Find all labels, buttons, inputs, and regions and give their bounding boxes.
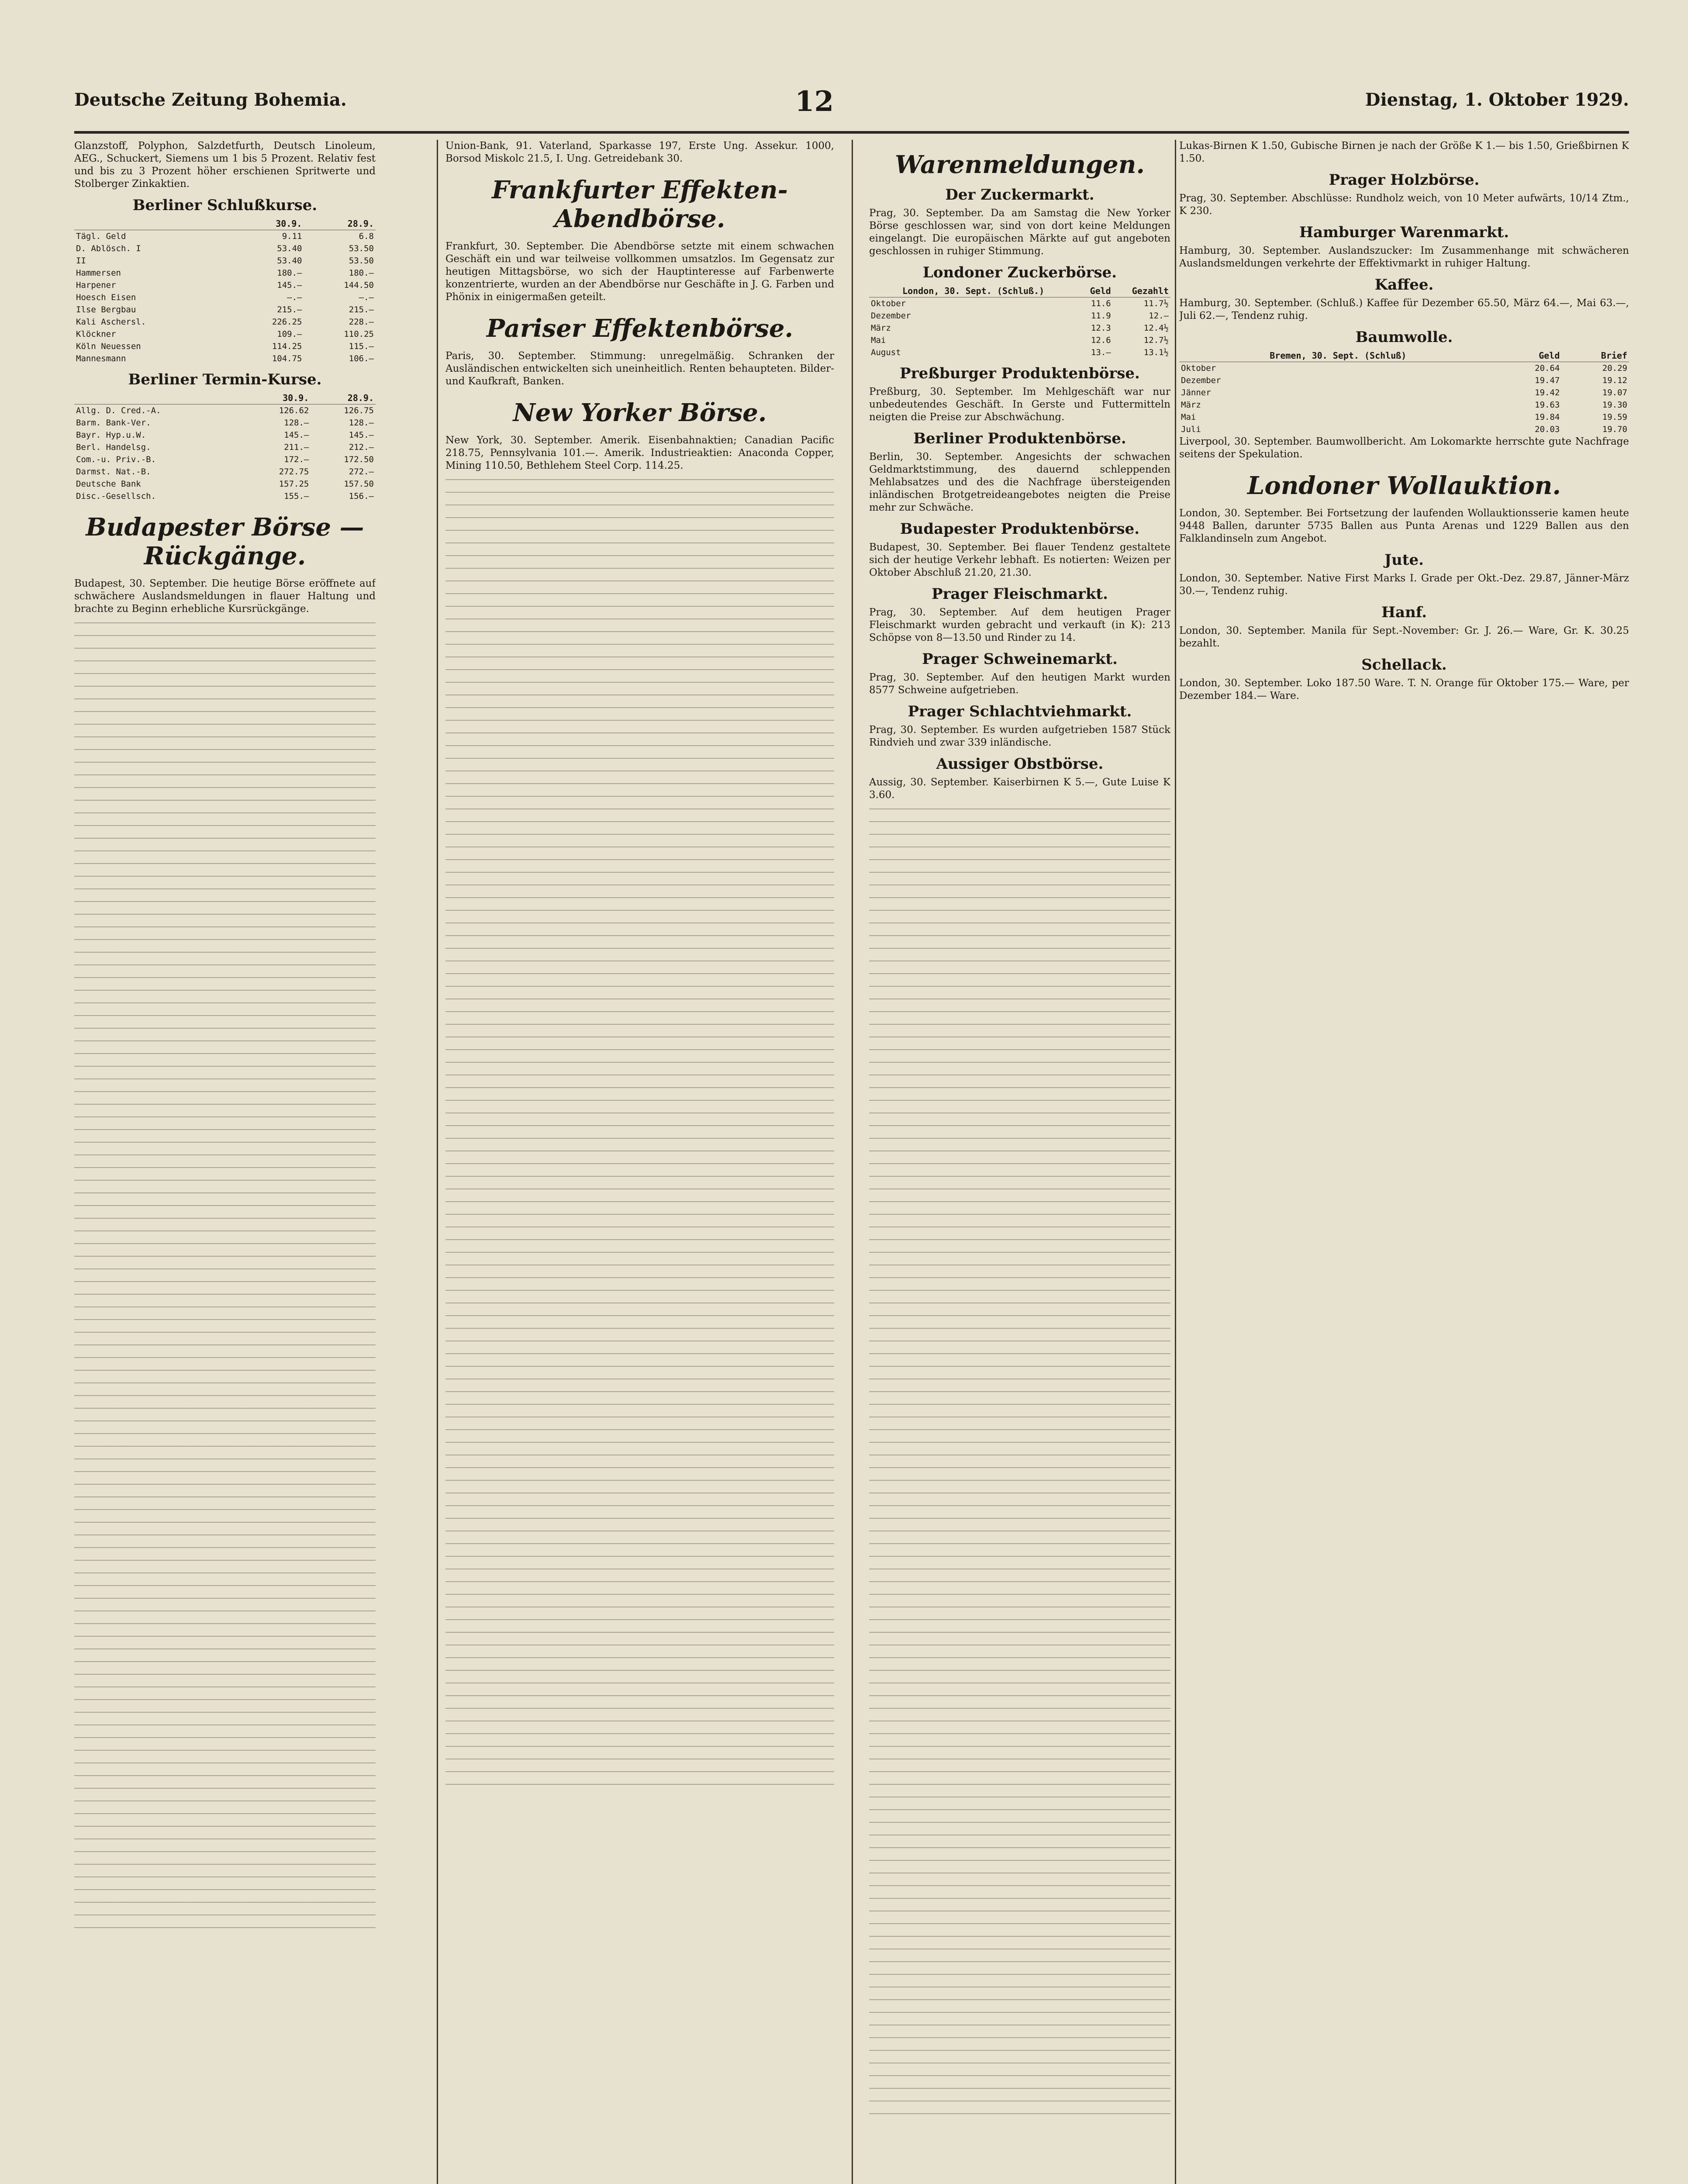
column-3 [869,140,1170,2184]
section-heading: Baumwolle. [1355,328,1453,346]
table-row [74,328,376,340]
table-cell: Mai [871,335,886,345]
table-cell: 180.— [349,268,374,278]
header-rule [74,131,1629,134]
berliner-schlusskurse-table [74,218,376,365]
table-row [1179,423,1629,435]
table-cell: 19.63 [1535,400,1560,410]
table-row [74,340,376,352]
table-cell: 53.40 [277,244,302,253]
table-cell: 180.— [277,268,302,278]
table-cell: Mannesmann [76,354,126,363]
table-cell: Disc.-Gesellsch. [76,491,156,501]
table-cell: Darmst. Nat.-B. [76,467,151,477]
table-cell: 155.— [284,491,309,501]
article-text: London, 30. September. Loko 187.50 Ware. T. N. Orange für Oktober 175.— Ware, per Dezember 184.— Ware. [1179,677,1629,702]
table-cell: 53.50 [349,244,374,253]
table-cell: 19.42 [1535,388,1560,397]
table-header-cell: Geld [1077,285,1112,297]
table-cell: 212.— [349,442,374,452]
table-row [74,490,376,502]
berliner-termin-table [74,392,376,502]
table-row [74,267,376,279]
table-row [74,352,376,365]
table-header-cell: 28.9. [311,392,376,404]
article-text: Prag, 30. September. Abschlüsse: Rundholz weich, von 10 Meter aufwärts, 10/14 Ztm., K 230. [1179,193,1629,217]
table-cell: 114.25 [272,342,302,351]
table-cell: 20.03 [1535,425,1560,434]
section-heading: Berliner Termin-Kurse. [128,371,322,388]
table-row [74,404,376,417]
section-heading: Prager Schweinemarkt. [922,650,1118,668]
table-header-cell: Brief [1561,349,1629,362]
table-cell: 11.9 [1091,311,1111,321]
table-cell: 13.1½ [1143,348,1169,357]
table-cell: Allg. D. Cred.-A. [76,406,161,415]
table-row [74,304,376,316]
section-heading: Hamburger Warenmarkt. [1299,224,1509,241]
table-cell: 6.8 [359,232,374,241]
table-cell: 19.12 [1602,376,1627,385]
table-row [74,429,376,441]
dense-text-block [445,479,834,1790]
table-cell: Hoesch Eisen [76,293,136,302]
section-heading: Berliner Schlußkurse. [132,197,318,214]
table-cell: Hammersen [76,268,121,278]
table-row [1179,411,1629,423]
page-number: 12 [795,85,834,118]
table-cell: Com.-u. Priv.-B. [76,455,156,464]
masthead [74,85,1629,120]
column-divider [437,140,438,2184]
table-cell: 53.40 [277,256,302,266]
table-row [74,478,376,490]
table-row [1179,387,1629,399]
table-row [74,417,376,429]
table-cell: 228.— [349,317,374,327]
article-text: Prag, 30. September. Es wurden aufgetrieben 1587 Stück Rindvieh und zwar 339 inländische. [869,724,1170,748]
table-cell: 11.6 [1091,299,1111,308]
table-row [1179,362,1629,375]
article-text: Preßburg, 30. September. Im Mehlgeschäft war nur unbedeutendes Geschäft. In Gerste und Futtermitteln neigten die Preise zur Abschwächung. [869,386,1170,423]
table-cell: Bayr. Hyp.u.W. [76,430,146,440]
section-heading: Kaffee. [1374,276,1434,294]
table-cell: 11.7½ [1143,299,1169,308]
section-heading: Der Zuckermarkt. [945,186,1094,204]
table-cell: 226.25 [272,317,302,327]
dense-text-block [869,809,1170,2119]
table-row [869,310,1170,322]
table-cell: 12.7½ [1143,335,1169,345]
section-heading: New Yorker Börse. [513,398,767,427]
section-heading: Pariser Effektenbörse. [486,314,794,343]
table-cell: 272.75 [279,467,309,477]
dense-text-block [74,622,376,1933]
section-heading: Jute. [1384,551,1424,569]
table-cell: 109.— [277,329,302,339]
section-heading: Londoner Zuckerbörse. [922,264,1117,281]
table-cell: 215.— [349,305,374,314]
table-cell: 12.6 [1091,335,1111,345]
table-cell: 172.— [284,455,309,464]
table-header-cell [74,218,232,230]
article-text: Aussig, 30. September. Kaiserbirnen K 5.—, Gute Luise K 3.60. [869,777,1170,801]
table-row [74,441,376,453]
article-text: Frankfurt, 30. September. Die Abendbörse setzte mit einem schwachen Geschäft ein und war teilweise vollkommen umsatzlos. Im Gegensatz zur heutigen Mittagsbörse, wo sich der Hauptinteresse auf Farbenwerte konzentrierte, wurden an der Abendbörse nur Geschäfte in J. G. Farben und Phönix in einigermaßen geteilt. [445,241,834,303]
column-divider [1175,140,1176,2184]
section-heading: Budapester Produktenbörse. [900,520,1140,538]
section-heading: Budapester Börse — Rückgänge. [86,513,364,570]
article-text: Berlin, 30. September. Angesichts der schwachen Geldmarktstimmung, des dauernd schleppenden Mehlabsatzes und des die Nachfrage übersteigenden inländischen Brotgetreideangebotes neigten die Preise mehr zur Schwäche. [869,451,1170,513]
table-cell: Dezember [1181,376,1221,385]
section-heading: Prager Schlachtviehmarkt. [908,703,1132,720]
table-row [869,297,1170,310]
table-cell: 12.3 [1091,323,1111,333]
table-cell: 157.50 [344,479,374,489]
table-cell: 20.64 [1535,363,1560,373]
section-heading: Londoner Wollauktion. [1247,471,1561,500]
table-cell: 12.4½ [1143,323,1169,333]
table-cell: 211.— [284,442,309,452]
table-header-cell [74,392,246,404]
table-cell: 126.75 [344,406,374,415]
table-row [74,466,376,478]
table-cell: 19.59 [1602,412,1627,422]
table-cell: 19.84 [1535,412,1560,422]
intro-text: Union-Bank, 91. Vaterland, Sparkasse 197, Erste Ung. Assekur. 1000, Borsod Miskolc 21.5, I. Ung. Getreidebank 30. [445,140,834,164]
table-row [1179,399,1629,411]
section-heading: Prager Holzbörse. [1329,171,1480,189]
table-cell: 157.25 [279,479,309,489]
table-cell: 115.— [349,342,374,351]
table-cell: Köln Neuessen [76,342,141,351]
table-cell: 19.07 [1602,388,1627,397]
section-heading: Hanf. [1381,604,1427,621]
table-cell: Juli [1181,425,1201,434]
table-cell: 104.75 [272,354,302,363]
article-text: London, 30. September. Manila für Sept.-November: Gr. J. 26.— Ware, Gr. K. 30.25 bezahlt. [1179,625,1629,649]
table-cell: 19.70 [1602,425,1627,434]
section-heading: Schellack. [1361,656,1447,674]
table-header-cell: 30.9. [232,218,304,230]
table-cell: 126.62 [279,406,309,415]
table-header-cell: 28.9. [304,218,376,230]
column-4 [1179,140,1629,2184]
article-text: London, 30. September. Native First Marks I. Grade per Okt.-Dez. 29.87, Jänner-März 30.—, Tendenz ruhig. [1179,573,1629,597]
table-cell: II [76,256,86,266]
table-cell: 53.50 [349,256,374,266]
publication-title: Deutsche Zeitung Bohemia. [74,90,347,110]
table-cell: Berl. Handelsg. [76,442,151,452]
table-row [869,334,1170,346]
table-cell: Jänner [1181,388,1211,397]
table-cell: Mai [1181,412,1196,422]
article-text: Prag, 30. September. Auf dem heutigen Prager Fleischmarkt wurden gebracht und verkauft (in K): 213 Schöpse von 8—13.50 und Rinder zu 14. [869,607,1170,643]
article-text: Liverpool, 30. September. Baumwollbericht. Am Lokomarkte herrschte gute Nachfrage seitens der Spekulation. [1179,436,1629,460]
table-cell: —.— [359,293,374,302]
article-text: London, 30. September. Bei Fortsetzung der laufenden Wollauktionsserie kamen heute 9448 Ballen, darunter 5735 Ballen aus Punta Arenas und 1229 Ballen aus den Falklandinseln zum Angebot. [1179,508,1629,544]
table-cell: —.— [287,293,302,302]
table-row [1179,374,1629,387]
section-heading: Prager Fleischmarkt. [932,585,1108,603]
table-cell: 12.— [1149,311,1169,321]
table-cell: 20.29 [1602,363,1627,373]
table-row [74,316,376,328]
intro-text: Lukas-Birnen K 1.50, Gubische Birnen je nach der Größe K 1.— bis 1.50, Grießbirnen K 1.50. [1179,140,1629,164]
table-cell: 19.47 [1535,376,1560,385]
section-heading: Berliner Produktenbörse. [913,430,1126,447]
article-text: Hamburg, 30. September. Auslandszucker: Im Zusammenhange mit schwächeren Auslandsmeldungen verkehrte der Effektivmarkt in ruhiger Haltung. [1179,245,1629,269]
table-cell: Klöckner [76,329,116,339]
article-text: Hamburg, 30. September. (Schluß.) Kaffee für Dezember 65.50, März 64.—, Mai 63.—, Juli 62.—, Tendenz ruhig. [1179,297,1629,321]
table-cell: 13.— [1091,348,1111,357]
section-heading: Warenmeldungen. [895,150,1145,179]
table-header-cell: Gezahlt [1113,285,1170,297]
table-cell: Kali Aschersl. [76,317,146,327]
table-cell: Ilse Bergbau [76,305,136,314]
table-cell: 128.— [284,418,309,428]
article-text: Paris, 30. September. Stimmung: unregelmäßig. Schranken der Ausländischen entwickelten sich uneinheitlich. Renten behaupteten. Bilder- und Kaufkraft, Banken. [445,350,834,387]
section-heading: Preßburger Produktenbörse. [900,365,1140,382]
column-1 [74,140,376,2184]
table-cell: 144.50 [344,280,374,290]
table-cell: Deutsche Bank [76,479,141,489]
london-sugar-table [869,285,1170,359]
column-2 [445,140,834,2184]
table-cell: Oktober [871,299,906,308]
table-cell: Dezember [871,311,911,321]
table-cell: 110.25 [344,329,374,339]
table-cell: Barm. Bank-Ver. [76,418,151,428]
table-cell: 145.— [349,430,374,440]
article-text: New York, 30. September. Amerik. Eisenbahnaktien; Canadian Pacific 218.75, Pennsylvania 101.—. Amerik. Industrieaktien: Anaconda Copper, Mining 110.50, Bethlehem Steel Corp. 114.25. [445,435,834,471]
table-cell: 156.— [349,491,374,501]
bremen-cotton-table [1179,349,1629,435]
column-divider [852,140,853,2184]
table-cell: März [1181,400,1201,410]
table-row [869,322,1170,334]
intro-text: Glanzstoff, Polyphon, Salzdetfurth, Deutsch Linoleum, AEG., Schuckert, Siemens um 1 bis 5 Prozent. Relativ fest und bis zu 3 Prozent höher erschienen Spritwerte und Stolberger Zinkaktien. [74,140,376,190]
table-header-cell: Geld [1497,349,1562,362]
table-cell: 19.30 [1602,400,1627,410]
table-cell: August [871,348,901,357]
table-row [74,230,376,243]
table-row [74,453,376,466]
table-cell: 145.— [284,430,309,440]
article-text: Budapest, 30. September. Bei flauer Tendenz gestaltete sich der heutige Verkehr lebhaft. Es notierten: Weizen per Oktober Abschluß 21.20, 21.30. [869,542,1170,578]
table-row [74,291,376,304]
table-header-cell: London, 30. Sept. (Schluß.) [869,285,1077,297]
section-heading: Aussiger Obstbörse. [936,755,1104,773]
table-cell: Harpener [76,280,116,290]
section-heading: Frankfurter Effekten-Abendbörse. [492,176,788,233]
table-row [74,255,376,267]
table-cell: 215.— [277,305,302,314]
article-text: Prag, 30. September. Da am Samstag die New Yorker Börse geschlossen war, sind von dort keine Meldungen eingelangt. Die europäischen Märkte auf gut angeboten geschlossen in ruhiger Stimmung. [869,207,1170,257]
table-cell: D. Ablösch. I [76,244,141,253]
table-cell: 106.— [349,354,374,363]
table-cell: 145.— [277,280,302,290]
issue-date: Dienstag, 1. Oktober 1929. [1365,90,1629,110]
table-cell: 272.— [349,467,374,477]
article-text: Prag, 30. September. Auf den heutigen Markt wurden 8577 Schweine aufgetrieben. [869,672,1170,696]
table-cell: 9.11 [282,232,302,241]
table-cell: Tägl. Geld [76,232,126,241]
table-row [74,279,376,291]
table-row [74,242,376,255]
table-cell: 172.50 [344,455,374,464]
table-header-cell: 30.9. [246,392,311,404]
table-cell: Oktober [1181,363,1216,373]
table-cell: März [871,323,891,333]
table-row [869,346,1170,359]
table-header-cell: Bremen, 30. Sept. (Schluß) [1179,349,1497,362]
table-cell: 128.— [349,418,374,428]
article-text: Budapest, 30. September. Die heutige Börse eröffnete auf schwächere Auslandsmeldungen in flauer Haltung und brachte zu Beginn erhebliche Kursrückgänge. [74,578,376,615]
